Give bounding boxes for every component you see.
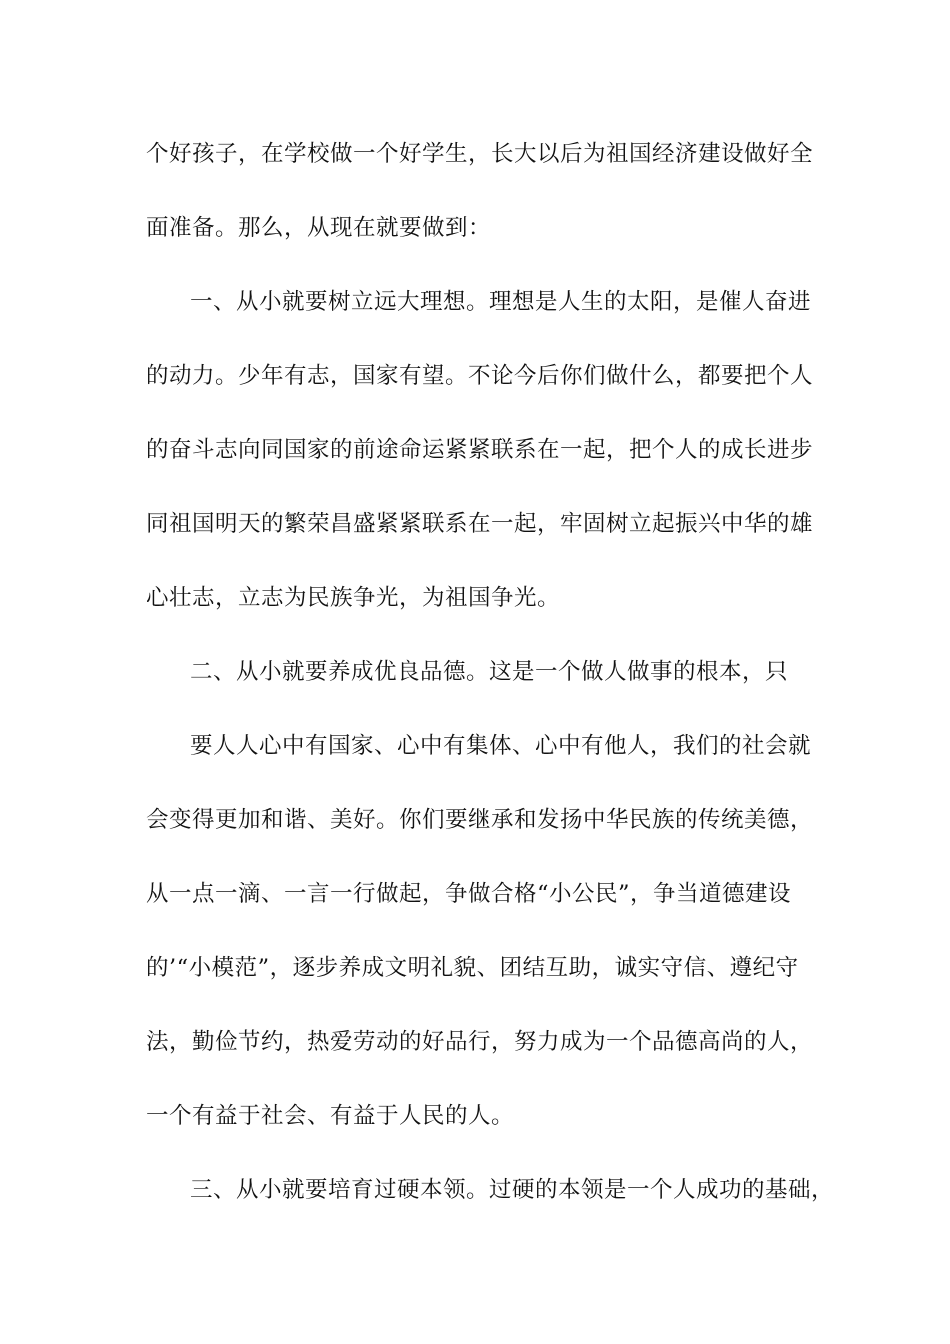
paragraph-2-start: 二、从小就要养成优良品德。这是一个做人做事的根本，只 (190, 659, 789, 685)
text-line-14: 一个有益于社会、有益于人民的人。 (146, 1103, 515, 1129)
paragraph-1-start: 一、从小就要树立远大理想。理想是人生的太阳，是催人奋进 (190, 289, 812, 315)
text-line-4: 的动力。少年有志，国家有望。不论今后你们做什么，都要把个人 (146, 363, 814, 389)
paragraph-3-start: 要人人心中有国家、心中有集体、心中有他人，我们的社会就 (190, 733, 812, 759)
text-line-2: 面准备。那么，从现在就要做到： (146, 215, 492, 241)
text-line-10: 会变得更加和谐、美好。你们要继承和发扬中华民族的传统美德， (146, 807, 814, 833)
text-line-13: 法，勤俭节约，热爱劳动的好品行，努力成为一个品德高尚的人， (146, 1029, 814, 1055)
text-line-12: 的’“小模范”，逐步养成文明礼貌、团结互助，诚实守信、遵纪守 (146, 955, 799, 981)
text-line-6: 同祖国明天的繁荣昌盛紧紧联系在一起，牢固树立起振兴中华的雄 (146, 511, 814, 537)
text-line-1: 个好孩子，在学校做一个好学生，长大以后为祖国经济建设做好全 (146, 141, 814, 167)
text-line-5: 的奋斗志向同国家的前途命运紧紧联系在一起，把个人的成长进步 (146, 437, 814, 463)
text-line-7: 心壮志，立志为民族争光，为祖国争光。 (146, 585, 561, 611)
paragraph-4-start: 三、从小就要培育过硬本领。过硬的本领是一个人成功的基础， (190, 1177, 835, 1203)
text-line-11: 从一点一滴、一言一行做起，争做合格“小公民”，争当道德建设 (146, 881, 792, 907)
